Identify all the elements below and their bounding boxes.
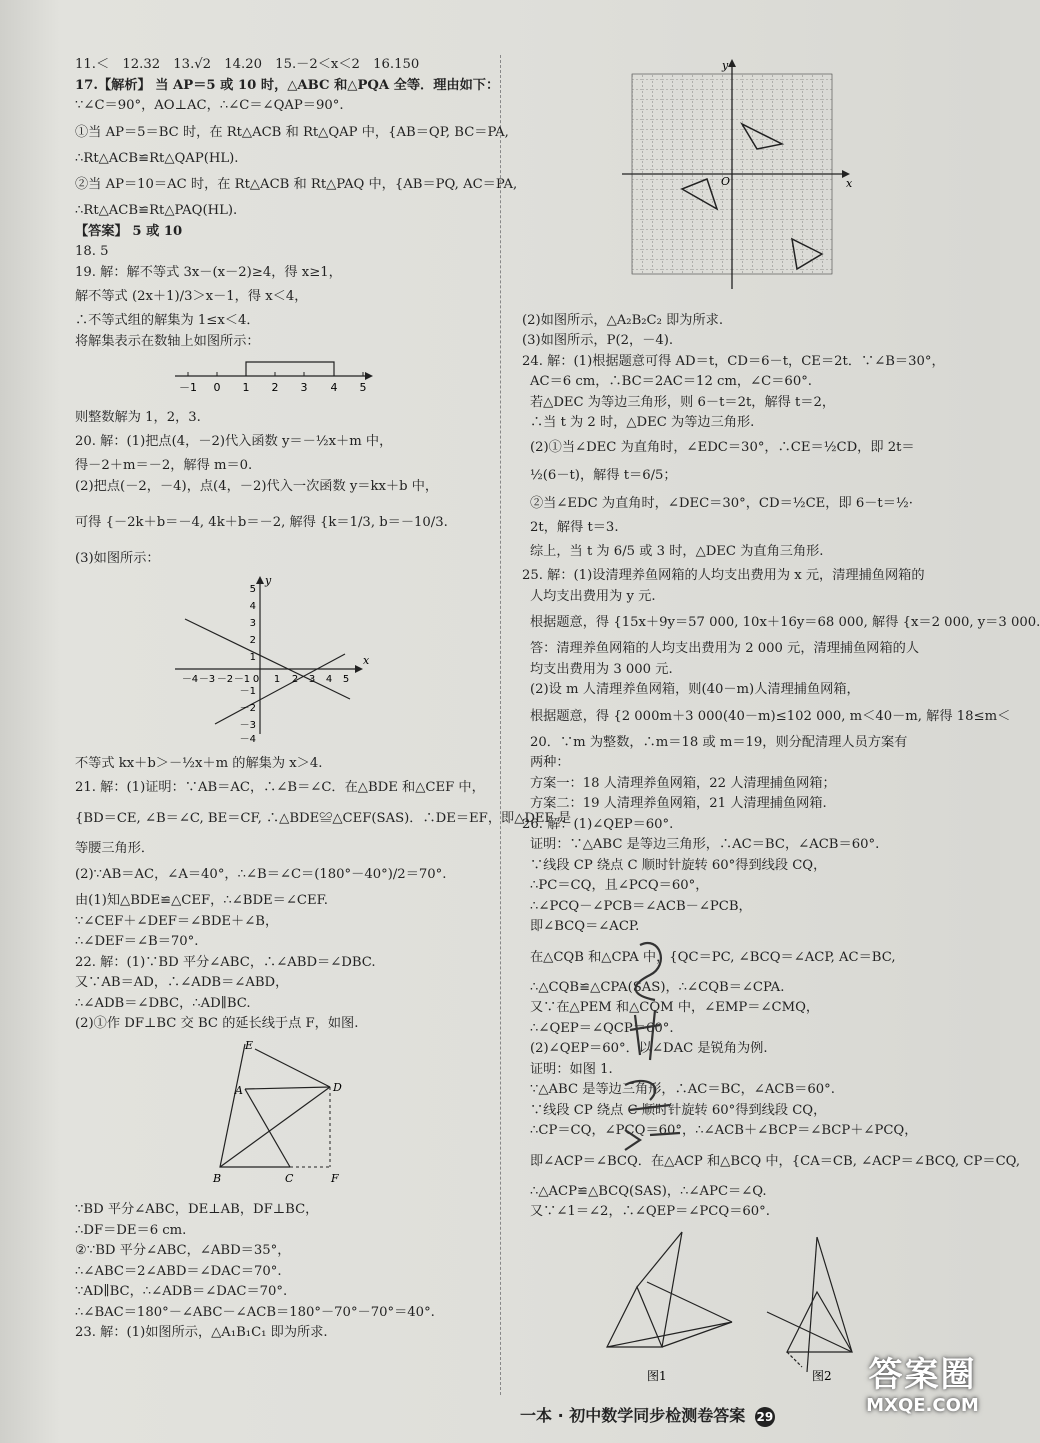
- answer-line: ∴当 t 为 2 时，△DEC 为等边三角形.: [530, 415, 755, 430]
- answer-line: 方案二：19 人清理养鱼网箱，21 人清理捕鱼网箱.: [530, 796, 827, 811]
- watermark-logo: [855, 1355, 990, 1430]
- svg-text:－2: －2: [216, 673, 234, 685]
- svg-text:F: F: [331, 1171, 339, 1185]
- y-tick-labels: [240, 584, 256, 745]
- svg-text:4: 4: [249, 600, 256, 612]
- answer-line: ∵线段 CP 绕点 C 顺时针旋转 60°得到线段 CQ，: [530, 1102, 827, 1118]
- answer-line: ∵△ABC 是等边三角形，∴AC＝BC，∠ACB＝60°.: [530, 1082, 835, 1097]
- svg-text:－3: －3: [239, 719, 256, 731]
- svg-text:2: 2: [249, 634, 256, 646]
- answer-line: 等腰三角形．: [75, 840, 155, 856]
- page-number: 29: [755, 1407, 775, 1427]
- answer-line: 【答案】 5 或 10: [75, 223, 183, 239]
- column-divider: [500, 55, 501, 1395]
- coordinate-grid-figure: [522, 59, 852, 299]
- answer-line: 均支出费用为 3 000 元.: [530, 661, 673, 677]
- answer-line: 即∠ACP＝∠BCQ．在△ACP 和△BCQ 中，{CA＝CB, ∠ACP＝∠BCQ, CP＝CQ,: [530, 1153, 1021, 1169]
- answer-line: (2)∠QEP＝60°．以∠DAC 是锐角为例.: [530, 1041, 768, 1056]
- grid-origin-label: O: [721, 175, 731, 188]
- footer-title: 初中数学同步检测卷答案: [569, 1406, 746, 1425]
- answer-line: ∴∠ADB＝∠DBC，∴AD∥BC.: [75, 995, 251, 1011]
- answer-line: 22. 解：(1)∵BD 平分∠ABC，∴∠ABD＝∠DBC.: [75, 954, 376, 970]
- svg-text:D: D: [333, 1080, 342, 1094]
- answer-line: ∴Rt△ACB≌Rt△QAP(HL).: [75, 150, 239, 166]
- answer-line: ∴∠BAC＝180°－∠ABC－∠ACB＝180°－70°－70°＝40°.: [75, 1304, 435, 1320]
- svg-text:5: 5: [249, 583, 256, 595]
- answer-line: ½(6－t)，解得 t＝6/5；: [530, 467, 677, 483]
- answer-line: 18. 5: [75, 244, 109, 259]
- svg-text:1: 1: [273, 673, 281, 685]
- svg-text:－4: －4: [239, 733, 256, 745]
- answer-line: ∴△CQB≌△CPA(SAS)，∴∠CQB＝∠CPA.: [530, 979, 785, 995]
- answer-line: ∴PC＝CQ，且∠PCQ＝60°，: [530, 878, 709, 893]
- answer-line: {BD＝CE, ∠B＝∠C, BE＝CF, ∴△BDE≌△CEF(SAS)．∴DE＝EF，即△DEF 是: [75, 810, 572, 826]
- answer-line: ∵AD∥BC，∴∠ADB＝∠DAC＝70°.: [75, 1284, 288, 1299]
- answer-line: (2)①当∠DEC 为直角时，∠EDC＝30°，∴CE＝½CD，即 2t＝: [530, 439, 915, 455]
- answer-line: 由(1)知△BDE≌△CEF，∴∠BDE＝∠CEF.: [75, 893, 328, 908]
- answer-line: ∴∠ABC＝2∠ABD＝∠DAC＝70°.: [75, 1263, 282, 1279]
- svg-text:B: B: [213, 1171, 222, 1185]
- tick-label: －1: [179, 381, 197, 394]
- svg-text:－2: －2: [239, 702, 256, 714]
- answer-line: 根据题意，得 {2 000m＋3 000(40－m)≤102 000, m＜40－m, 解得 18≤m＜: [530, 708, 1011, 724]
- answer-line: 在△CQB 和△CPA 中，{QC＝PC, ∠BCQ＝∠ACP, AC＝BC,: [530, 949, 896, 965]
- answer-line: ∴∠DEF＝∠B＝70°.: [75, 934, 199, 949]
- answer-line: AC＝6 cm，∴BC＝2AC＝12 cm，∠C＝60°.: [530, 374, 812, 389]
- answer-line: 11.＜ 12.32 13.√2 14.20 15.－2＜x＜2 16.150: [75, 57, 420, 72]
- tick-label: 5: [359, 381, 367, 394]
- axis-x-label: x: [363, 653, 370, 667]
- function-graph-figure: [75, 573, 375, 745]
- answer-line: (2)①作 DF⊥BC 交 BC 的延长线于点 F，如图.: [75, 1016, 359, 1031]
- answer-line: ∵∠CEF＋∠DEF＝∠BDE＋∠B，: [75, 913, 279, 929]
- answer-line: 19. 解：解不等式 3x－(x－2)≥4，得 x≥1，: [75, 264, 342, 280]
- answer-line: 17.【解析】 当 AP＝5 或 10 时，△ABC 和△PQA 全等．理由如下：: [75, 77, 500, 93]
- answer-line: (2)如图所示，△A₂B₂C₂ 即为所求.: [522, 312, 724, 328]
- answer-line: 可得 {－2k＋b＝－4, 4k＋b＝－2, 解得 {k＝1/3, b＝－10/3.: [75, 515, 448, 530]
- tick-label: 1: [242, 381, 250, 394]
- answer-line: 将解集表示在数轴上如图所示：: [75, 333, 260, 349]
- answer-line: ②∵BD 平分∠ABC，∠ABD＝35°，: [75, 1243, 291, 1258]
- answer-line: ②当 AP＝10＝AC 时，在 Rt△ACB 和 Rt△PAQ 中，{AB＝PQ, AC＝PA,: [75, 177, 518, 192]
- answer-line: 又∵AB＝AD，∴∠ADB＝∠ABD，: [75, 975, 289, 990]
- answer-line: 即∠BCQ＝∠ACP.: [530, 919, 640, 934]
- answer-line: ∴∠QEP＝∠QCP＝60°.: [530, 1020, 674, 1036]
- answer-line: 24. 解：(1)根据题意可得 AD＝t，CD＝6－t，CE＝2t．∵∠B＝30°，: [522, 353, 945, 369]
- answer-line: ∴CP＝CQ，∠PCQ＝60°，∴∠ACB＋∠BCP＝∠BCP＋∠PCQ，: [530, 1123, 918, 1138]
- answer-line: 两种：: [530, 755, 570, 770]
- answer-line: 不等式 kx＋b＞－½x＋m 的解集为 x＞4.: [75, 756, 323, 771]
- svg-text:3: 3: [249, 617, 256, 629]
- number-line-figure: [75, 356, 375, 396]
- axis-y-label: y: [265, 573, 272, 587]
- figure-1: [607, 1232, 732, 1347]
- answer-line: ①当 AP＝5＝BC 时，在 Rt△ACB 和 Rt△QAP 中，{AB＝QP, BC＝PA,: [75, 124, 509, 140]
- answer-line: ∴不等式组的解集为 1≤x＜4．: [75, 313, 260, 328]
- answer-line: (2)∵AB＝AC，∠A＝40°，∴∠B＝∠C＝(180°－40°)/2＝70°.: [75, 867, 447, 882]
- answer-line: (2)设 m 人清理养鱼网箱，则(40－m)人清理捕鱼网箱，: [530, 682, 860, 697]
- figure-2: [767, 1237, 852, 1372]
- number-line-ticks: [188, 372, 363, 376]
- answer-line: ∵线段 CP 绕点 C 顺时针旋转 60°得到线段 CQ，: [530, 857, 827, 873]
- tick-label: 3: [300, 381, 308, 394]
- answer-line: ∴△ACP≌△BCQ(SAS)，∴∠APC＝∠Q.: [530, 1183, 767, 1199]
- figure-1-caption: 图1: [647, 1368, 667, 1383]
- answer-line: 解不等式 (2x＋1)/3＞x－1，得 x＜4，: [75, 289, 308, 304]
- svg-text:C: C: [285, 1171, 294, 1185]
- answer-line: 得－2＋m＝－2，解得 m＝0.: [75, 458, 253, 473]
- svg-text:－1: －1: [239, 685, 256, 697]
- answer-line: 又∵在△PEM 和△CQM 中，∠EMP＝∠CMQ，: [530, 1000, 820, 1015]
- answer-line: 答：清理养鱼网箱的人均支出费用为 2 000 元，清理捕鱼网箱的人: [530, 641, 920, 656]
- answer-line: ∵∠C＝90°，AO⊥AC，∴∠C＝∠QAP＝90°.: [75, 98, 344, 113]
- answer-line: 26. 解：(1)∠QEP＝60°.: [522, 816, 674, 832]
- watermark-text: 答案圈: [868, 1355, 977, 1395]
- svg-text:2: 2: [291, 673, 299, 685]
- answer-line: 若△DEC 为等边三角形，则 6－t＝2t，解得 t＝2，: [530, 394, 836, 410]
- answer-line: ∴DF＝DE＝6 cm.: [75, 1222, 187, 1238]
- grid-y-label: y: [722, 59, 729, 72]
- page-footer: [520, 1403, 775, 1427]
- answer-line: ∴Rt△ACB≌Rt△PAQ(HL).: [75, 203, 238, 218]
- x-tick-labels: [182, 674, 349, 685]
- answer-line: ②当∠EDC 为直角时，∠DEC＝30°，CD＝½CE，即 6－t＝½·: [530, 495, 913, 511]
- answer-line: 2t，解得 t＝3.: [530, 519, 619, 535]
- svg-text:0: 0: [252, 673, 260, 685]
- answer-line: (2)把点(－2，－4)，点(4，－2)代入一次函数 y＝kx＋b 中，: [75, 478, 439, 494]
- answer-line: ∵BD 平分∠ABC，DE⊥AB，DF⊥BC，: [75, 1202, 319, 1217]
- footer-brand: 一本: [520, 1406, 553, 1425]
- answer-line: ∴∠PCQ－∠PCB＝∠ACB－∠PCB，: [530, 898, 752, 914]
- answer-line: 又∵∠1＝∠2，∴∠QEP＝∠PCQ＝60°.: [530, 1204, 770, 1219]
- answer-line: 人均支出费用为 y 元.: [530, 588, 656, 604]
- figure-2-caption: 图2: [812, 1368, 832, 1383]
- answer-line: 方案一：18 人清理养鱼网箱，22 人清理捕鱼网箱；: [530, 775, 836, 791]
- svg-text:－1: －1: [233, 673, 251, 685]
- grid-x-label: x: [846, 177, 853, 190]
- answer-line: (3)如图所示，P(2，－4).: [522, 333, 674, 348]
- answer-line: 25. 解：(1)设清理养鱼网箱的人均支出费用为 x 元，清理捕鱼网箱的: [522, 568, 925, 583]
- answer-line: (3)如图所示：: [75, 551, 160, 566]
- tick-label: 4: [330, 381, 338, 394]
- tick-label: 0: [213, 381, 221, 394]
- svg-text:－3: －3: [198, 673, 216, 685]
- answer-line: 证明：如图 1.: [530, 1061, 613, 1077]
- svg-text:－4: －4: [181, 673, 199, 685]
- answer-line: 综上，当 t 为 6/5 或 3 时，△DEC 为直角三角形.: [530, 544, 824, 559]
- answer-line: 23. 解：(1)如图所示，△A₁B₁C₁ 即为所求.: [75, 1325, 328, 1340]
- svg-text:5: 5: [342, 673, 350, 685]
- line-y-neg-half-x: [185, 619, 350, 699]
- answer-line: 21. 解：(1)证明：∵AB＝AC，∴∠B＝∠C．在△BDE 和△CEF 中，: [75, 780, 485, 795]
- svg-text:A: A: [235, 1083, 243, 1097]
- handwriting-scribble: [610, 935, 730, 1155]
- answer-line: 20．∵m 为整数，∴m＝18 或 m＝19，则分配清理人员方案有: [530, 734, 908, 750]
- right-column: [522, 55, 1040, 1398]
- answer-line: 证明：∵△ABC 是等边三角形，∴AC＝BC，∠ACB＝60°.: [530, 837, 880, 852]
- answer-line: 根据题意，得 {15x＋9y＝57 000, 10x＋16y＝68 000, 解得 {x＝2 000, y＝3 000.: [530, 615, 1040, 630]
- footer-separator: ·: [557, 1406, 564, 1425]
- svg-text:1: 1: [249, 651, 256, 663]
- svg-text:E: E: [245, 1038, 254, 1052]
- answer-line: 20. 解：(1)把点(4，－2)代入函数 y＝－½x＋m 中，: [75, 434, 393, 449]
- answer-line: 则整数解为 1，2，3.: [75, 409, 201, 425]
- triangle-figure-22: [75, 1039, 375, 1189]
- tick-label: 2: [271, 381, 279, 394]
- svg-text:3: 3: [308, 673, 316, 685]
- svg-text:4: 4: [325, 673, 333, 685]
- watermark-url: MXQE.COM: [866, 1395, 979, 1416]
